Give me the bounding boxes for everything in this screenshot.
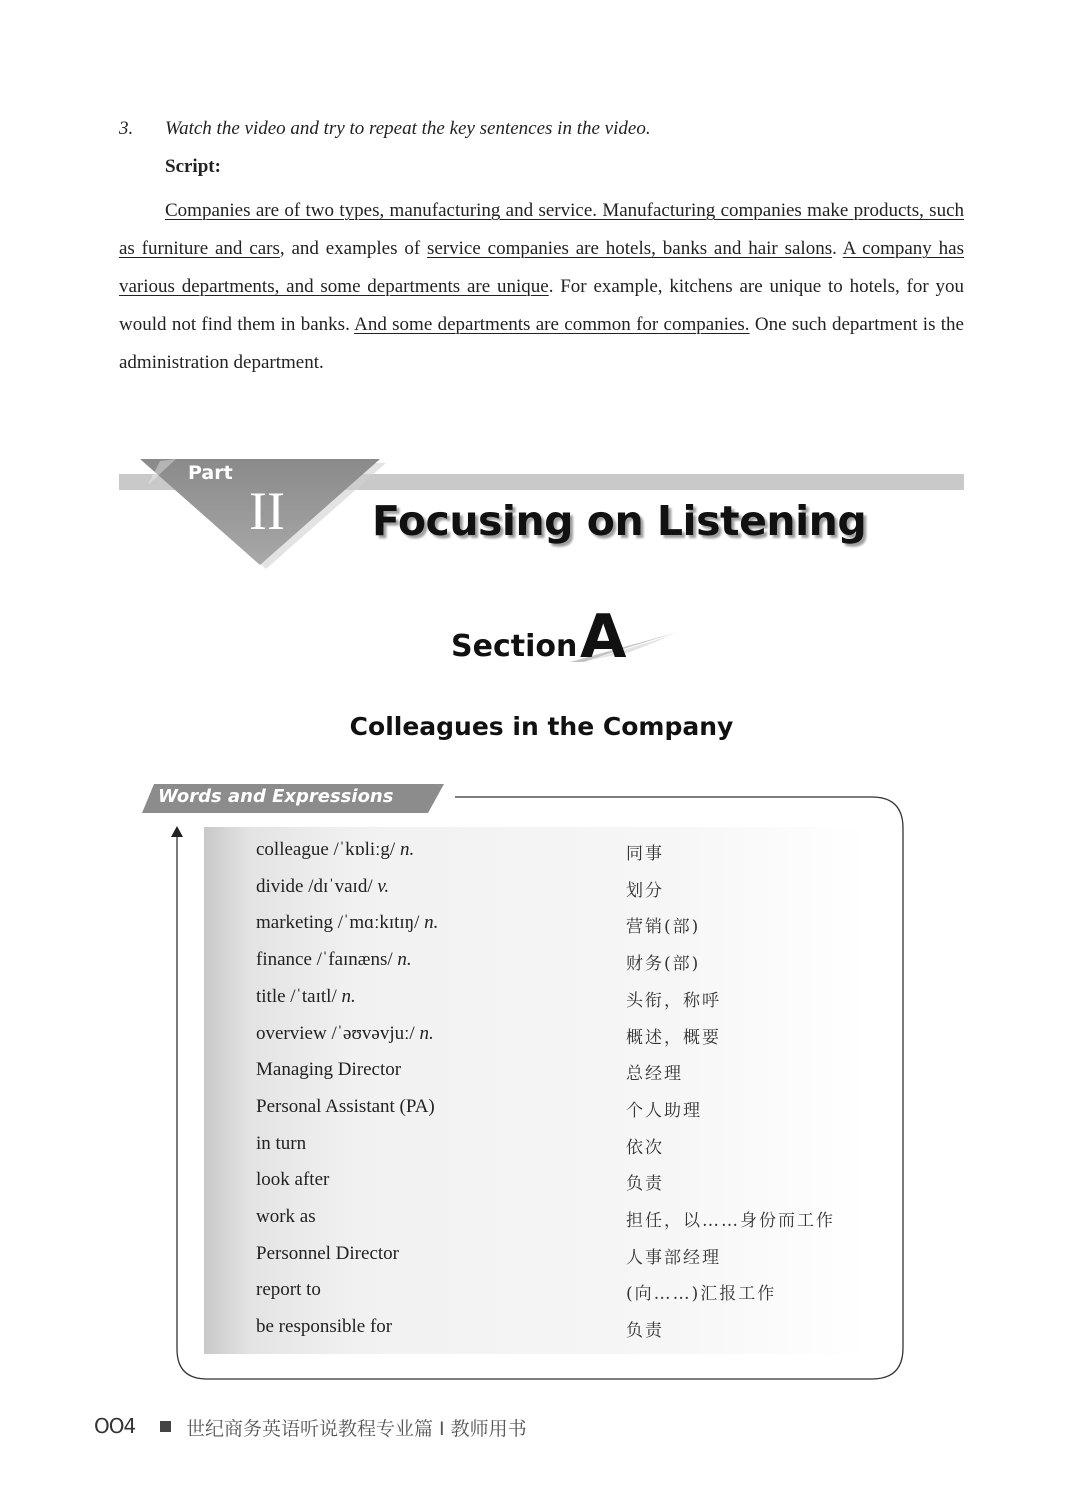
vocab-item (204, 1267, 867, 1303)
vocab-part-of-speech: n. (399, 839, 415, 860)
script-text: One such department is the administration department. (119, 314, 964, 373)
script-text: , and examples of (279, 238, 427, 259)
exercise-instruction: Watch the video and try to repeat the key sentences in the video. (165, 118, 651, 139)
part-label: Part (188, 462, 233, 484)
vocab-headword: look after (256, 1169, 330, 1191)
part-numeral: II (249, 481, 285, 541)
vocab-meaning: 依次 (626, 1137, 664, 1158)
vocab-item (204, 900, 867, 936)
script-text: . For example, kitchens are unique to hotels, for you would not find them in banks. (119, 276, 964, 335)
key-sentence: service companies are hotels, banks and hair salons (427, 238, 833, 259)
vocab-meaning: (向……)汇报工作 (626, 1284, 777, 1305)
vocab-item (204, 1304, 867, 1340)
section-letter: A (580, 602, 627, 672)
vocab-meaning: 人事部经理 (626, 1247, 721, 1268)
footer-square-bullet (160, 1421, 171, 1432)
vocab-headword: Personnel Director (256, 1242, 399, 1264)
vocab-headword: report to (256, 1279, 321, 1301)
vocab-meaning: 担任，以……身份而工作 (626, 1211, 835, 1231)
vocab-meaning: 划分 (626, 880, 664, 901)
vocab-meaning: 负责 (626, 1321, 664, 1342)
vocab-item (204, 864, 867, 900)
key-sentence: Companies are of two types, manufacturing and service. Manufacturing companies make products, such as furniture and cars (119, 200, 964, 259)
vocab-term (256, 876, 389, 898)
vocab-meaning: 负责 (626, 1174, 664, 1195)
vocab-item (204, 1157, 867, 1193)
section-subtitle: Colleagues in the Company (349, 712, 734, 741)
vocab-term (256, 1169, 329, 1191)
vocab-item (204, 974, 867, 1010)
vocab-headword: overview /ˈəʊvəvjuː/ (256, 1022, 420, 1044)
vocab-item (204, 1084, 867, 1120)
vocab-headword: colleague /ˈkɒliːg/ (256, 839, 400, 860)
vocab-term (256, 1023, 434, 1045)
vocab-item (204, 937, 867, 973)
vocab-part-of-speech: n. (341, 985, 356, 1007)
vocab-headword: title /ˈtaɪtl/ (256, 985, 342, 1007)
vocab-headword: be responsible for (256, 1316, 393, 1338)
vocab-item (204, 1011, 867, 1047)
vocab-meaning: 个人助理 (626, 1100, 702, 1121)
book-title: 世纪商务英语听说教程专业篇 I 教师用书 (186, 1418, 527, 1440)
vocab-term (256, 986, 356, 1008)
vocab-headword: finance /ˈfaɪnæns/ (256, 949, 398, 971)
vocab-part-of-speech: n. (397, 949, 412, 971)
section-label: Section (451, 629, 578, 664)
vocab-item (204, 1231, 867, 1267)
vocab-meaning: 总经理 (626, 1064, 683, 1085)
vocabulary-list (204, 827, 867, 1354)
script-paragraph (119, 192, 964, 382)
exercise-number: 3. (119, 118, 134, 139)
vocab-meaning: 同事 (626, 844, 664, 864)
part-title: Focusing on Listening (372, 497, 867, 545)
vocab-item (204, 1121, 867, 1157)
script-text: . (832, 238, 843, 259)
vocab-headword: in turn (256, 1132, 307, 1154)
vocab-meaning: 财务(部) (626, 954, 701, 975)
script-label: Script: (165, 156, 221, 177)
vocab-part-of-speech: n. (424, 912, 439, 934)
vocab-meaning: 营销(部) (626, 917, 701, 938)
key-sentence: A company has various departments, and some departments are unique (119, 238, 964, 297)
vocab-term (256, 1243, 399, 1265)
vocab-item (204, 1047, 867, 1083)
vocab-term (256, 1279, 321, 1301)
vocab-term (256, 912, 438, 934)
vocab-part-of-speech: v. (377, 875, 390, 897)
vocab-meaning: 头衔，称呼 (626, 990, 721, 1011)
vocab-term (256, 1059, 401, 1081)
key-sentence: And some departments are common for companies. (354, 314, 750, 335)
vocab-headword: divide /dɪˈvaɪd/ (256, 875, 378, 897)
vocab-term (256, 1133, 306, 1155)
vocab-term (256, 1316, 392, 1338)
vocab-meaning: 概述，概要 (626, 1027, 721, 1048)
page-number: OO4 (94, 1414, 136, 1438)
vocab-headword: Managing Director (256, 1059, 402, 1081)
words-expressions-heading: Words and Expressions (158, 786, 394, 807)
vocab-term (256, 949, 412, 971)
vocab-term (256, 1206, 316, 1228)
vocab-part-of-speech: n. (419, 1022, 434, 1044)
vocab-term (256, 839, 414, 861)
vocab-item (204, 1194, 867, 1230)
vocab-headword: work as (256, 1206, 316, 1227)
vocab-headword: marketing /ˈmɑːkɪtɪŋ/ (256, 912, 425, 934)
vocab-headword: Personal Assistant (PA) (256, 1095, 435, 1117)
vocab-term (256, 1096, 435, 1118)
vocab-item (204, 827, 867, 863)
